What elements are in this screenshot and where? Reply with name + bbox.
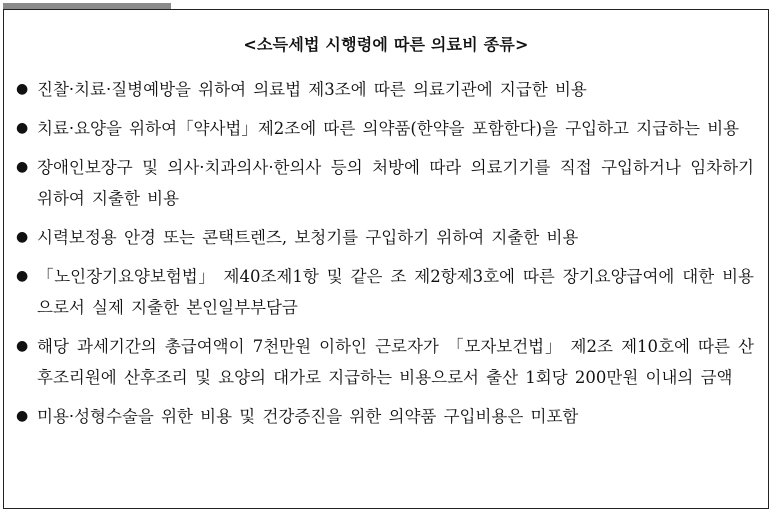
box-title: <소득세법 시행령에 따른 의료비 종류> xyxy=(243,35,529,54)
bullet-icon: ● xyxy=(16,408,29,424)
bullet-icon: ● xyxy=(16,229,29,245)
list-item-text: 「노인장기요양보험법」 제40조제1항 및 같은 조 제2항제3호에 따른 장기요양급여에 대한 비용으로서 실제 지출한 본인일부부담금 xyxy=(37,267,754,317)
bullet-icon: ● xyxy=(16,159,29,175)
list-item xyxy=(4,152,768,214)
list-item xyxy=(4,261,768,323)
list-item xyxy=(4,331,768,393)
medical-expense-box xyxy=(3,9,769,509)
list-item-text: 미용·성형수술을 위한 비용 및 건강증진을 위한 의약품 구입비용은 미포함 xyxy=(37,407,579,426)
bullet-icon: ● xyxy=(16,338,29,354)
bullet-icon: ● xyxy=(16,268,29,284)
expense-list xyxy=(4,74,768,440)
list-item-text: 장애인보장구 및 의사·치과의사·한의사 등의 처방에 따라 의료기기를 직접 구입하거나 임차하기 위하여 지출한 비용 xyxy=(37,158,754,208)
list-item-text: 진찰·치료·질병예방을 위하여 의료법 제3조에 따른 의료기관에 지급한 비용 xyxy=(37,80,587,99)
list-item xyxy=(4,74,768,105)
list-item xyxy=(4,113,768,144)
list-item xyxy=(4,401,768,432)
list-item-text: 해당 과세기간의 총급여액이 7천만원 이하인 근로자가 「모자보건법」 제2조 제10호에 따른 산후조리원에 산후조리 및 요양의 대가로 지급하는 비용으로서 출산 1회당 200만원 이내의 금액 xyxy=(37,337,754,387)
list-item-text: 시력보정용 안경 또는 콘택트렌즈, 보청기를 구입하기 위하여 지출한 비용 xyxy=(37,228,579,247)
list-item-text: 치료·요양을 위하여「약사법」제2조에 따른 의약품(한약을 포함한다)을 구입하고 지급하는 비용 xyxy=(37,119,740,138)
bullet-icon: ● xyxy=(16,120,29,136)
list-item xyxy=(4,222,768,253)
bullet-icon: ● xyxy=(16,81,29,97)
